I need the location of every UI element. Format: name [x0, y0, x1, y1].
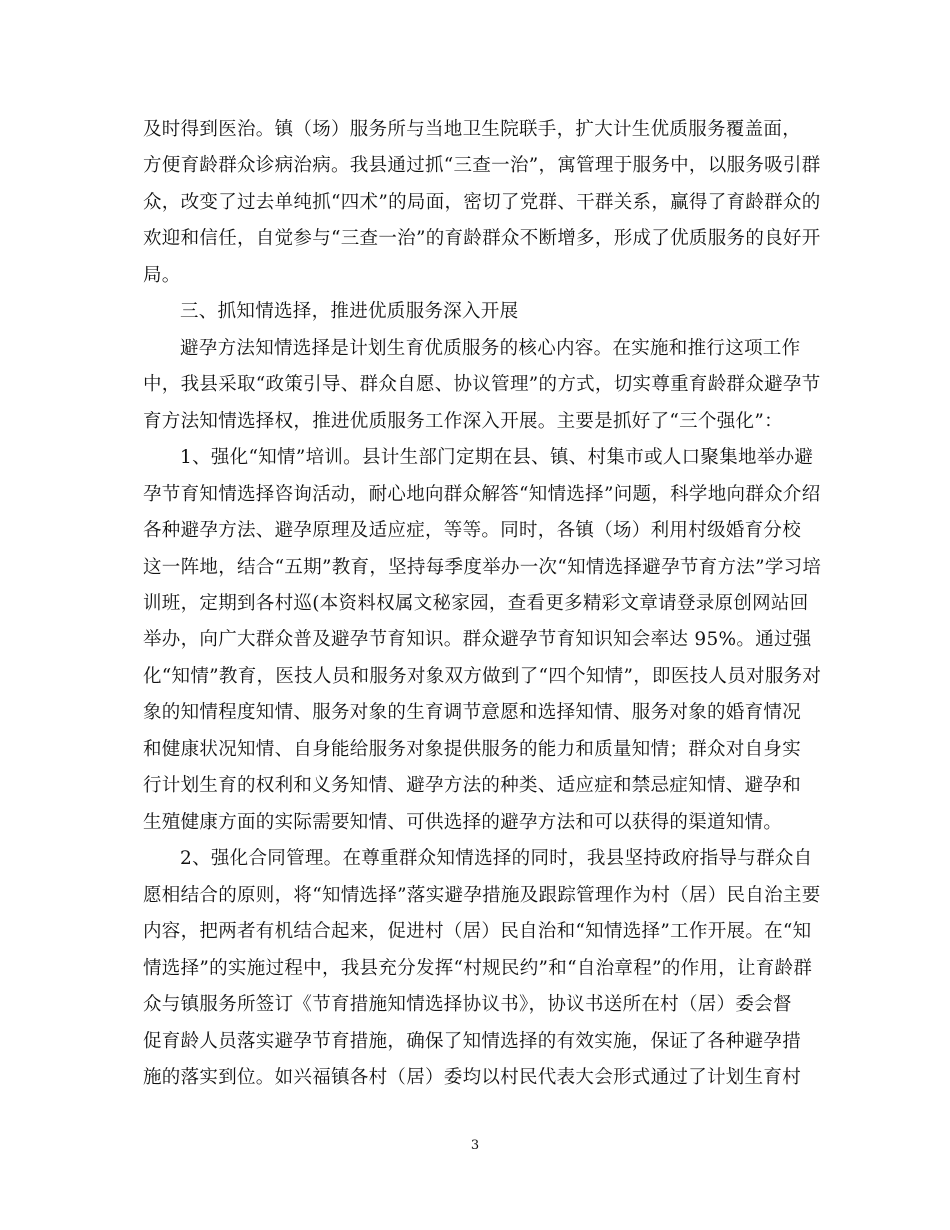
text-line: 举办，向广大群众普及避孕节育知识。群众避孕节育知识知会率达 95%。通过强: [143, 629, 812, 650]
text-line: 及时得到医治。镇（场）服务所与当地卫生院联手，扩大计生优质服务覆盖面，: [143, 119, 802, 140]
text-line: 欢迎和信任，自觉参与“三查一治”的育龄群众不断增多，形成了优质服务的良好开: [143, 228, 821, 249]
text-line: 各种避孕方法、避孕原理及适应症，等等。同时，各镇（场）利用村级婚育分校: [143, 520, 802, 541]
text-line: 众与镇服务所签订《节育措施知情选择协议书》，协议书送所在村（居）委会督: [143, 994, 792, 1015]
page-number: 3: [470, 1138, 480, 1153]
text-line: 和健康状况知情、自身能给服务对象提供服务的能力和质量知情；群众对自身实: [143, 739, 802, 760]
text-line: 训班，定期到各村巡(本资料权属文秘家园，查看更多精彩文章请登录原创网站回: [143, 593, 809, 614]
text-line: 育方法知情选择权，推进优质服务工作深入开展。主要是抓好了“三个强化”：: [143, 411, 783, 432]
section-heading: 三、抓知情选择，推进优质服务深入开展: [180, 301, 519, 322]
text-line: 愿相结合的原则，将“知情选择”落实避孕措施及跟踪管理作为村（居）民自治主要: [143, 885, 821, 906]
text-line: 施的落实到位。如兴福镇各村（居）委均以村民代表大会形式通过了计划生育村: [143, 1067, 802, 1088]
text-line: 行计划生育的权利和义务知情、避孕方法的种类、适应症和禁忌症知情、避孕和: [143, 775, 802, 796]
text-line: 内容，把两者有机结合起来，促进村（居）民自治和“知情选择”工作开展。在“知: [143, 921, 812, 942]
text-line: 众，改变了过去单纯抓“四术”的局面，密切了党群、干群关系，赢得了育龄群众的: [143, 192, 821, 213]
text-line: 中，我县采取“政策引导、群众自愿、协议管理”的方式，切实尊重育龄群众避孕节: [143, 374, 821, 395]
text-line: 孕节育知情选择咨询活动，耐心地向群众解答“知情选择”问题，科学地向群众介绍: [143, 484, 821, 505]
text-line: 情选择”的实施过程中，我县充分发挥“村规民约”和“自治章程”的作用，让育龄群: [143, 958, 813, 979]
text-line: 生殖健康方面的实际需要知情、可供选择的避孕方法和可以获得的渠道知情。: [143, 812, 783, 833]
text-line: 象的知情程度知情、服务对象的生育调节意愿和选择知情、服务对象的婚育情况: [143, 702, 802, 723]
text-line: 化“知情”教育，医技人员和服务对象双方做到了“四个知情”，即医技人员对服务对: [143, 666, 822, 687]
text-line: 2、强化合同管理。在尊重群众知情选择的同时，我县坚持政府指导与群众自: [180, 848, 813, 869]
text-line: 这一阵地，结合“五期”教育，坚持每季度举办一次“知情选择避孕节育方法”学习培: [143, 557, 822, 578]
text-line: 1、强化“知情”培训。县计生部门定期在县、镇、村集市或人口聚集地举办避: [180, 447, 814, 468]
text-line: 避孕方法知情选择是计划生育优质服务的核心内容。在实施和推行这项工作: [180, 338, 801, 359]
text-line: 促育龄人员落实避孕节育措施，确保了知情选择的有效实施，保证了各种避孕措: [143, 1031, 802, 1052]
text-line: 方便育龄群众诊病治病。我县通过抓“三查一治”，寓管理于服务中，以服务吸引群: [143, 155, 821, 176]
text-line: 局。: [143, 265, 181, 286]
